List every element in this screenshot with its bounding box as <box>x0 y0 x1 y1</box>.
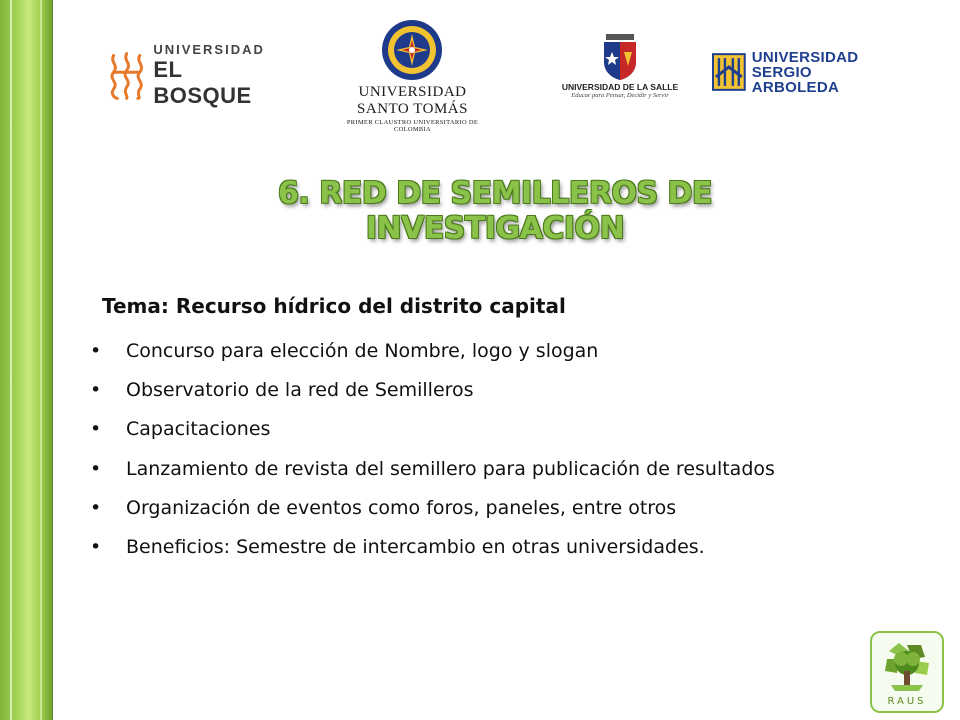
list-item <box>90 377 890 403</box>
list-item <box>90 338 890 364</box>
la-salle-shield-icon <box>598 32 642 82</box>
sergio-arboleda-logo <box>712 50 902 94</box>
la-salle-line1: UNIVERSIDAD DE LA SALLE <box>561 82 679 92</box>
bullet-icon: • <box>90 536 102 559</box>
bullet-text: Organización de eventos como foros, paneles, entre otros <box>126 496 677 519</box>
la-salle-line2: Educar para Pensar, Decidir y Servir <box>571 92 669 99</box>
el-bosque-emblem-icon <box>108 48 145 102</box>
sergio-arboleda-line1: UNIVERSIDAD <box>751 48 859 66</box>
santo-tomas-seal-icon <box>380 18 444 82</box>
santo-tomas-line1: UNIVERSIDAD SANTO TOMÁS <box>357 84 468 117</box>
bullet-list <box>90 338 890 573</box>
bullet-text: Observatorio de la red de Semilleros <box>126 379 474 402</box>
el-bosque-line2: EL BOSQUE <box>153 56 252 108</box>
bullet-text: Beneficios: Semestre de intercambio en otras universidades. <box>126 536 705 559</box>
sergio-arboleda-line2: SERGIO ARBOLEDA <box>751 63 840 96</box>
la-salle-logo <box>548 32 692 112</box>
bullet-text: Lanzamiento de revista del semillero para publicación de resultados <box>126 457 775 480</box>
santo-tomas-line2: PRIMER CLAUSTRO UNIVERSITARIO DE COLOMBIA <box>346 119 479 133</box>
el-bosque-logo <box>108 41 278 108</box>
bullet-text: Concurso para elección de Nombre, logo y slogan <box>126 340 599 362</box>
list-item <box>90 534 890 560</box>
list-item <box>90 495 890 521</box>
santo-tomas-logo <box>340 18 485 133</box>
sergio-arboleda-emblem-icon <box>712 53 746 91</box>
bullet-icon: • <box>90 457 102 480</box>
bullet-icon: • <box>90 496 102 519</box>
el-bosque-line1: UNIVERSIDAD <box>153 41 265 57</box>
bullet-icon: • <box>90 418 102 441</box>
side-decoration-bar <box>0 0 53 720</box>
list-item <box>90 416 890 442</box>
bullet-text: Capacitaciones <box>126 418 271 441</box>
bullet-icon: • <box>90 340 102 362</box>
slide-title: 6. RED DE SEMILLEROS DE INVESTIGACIÓN <box>278 176 712 246</box>
bullet-icon: • <box>90 379 102 402</box>
raus-label: RAUS <box>887 696 927 707</box>
tree-icon <box>881 639 933 695</box>
topic-heading: Tema: Recurso hídrico del distrito capital <box>102 294 566 318</box>
raus-logo <box>870 631 944 713</box>
list-item <box>90 456 890 482</box>
